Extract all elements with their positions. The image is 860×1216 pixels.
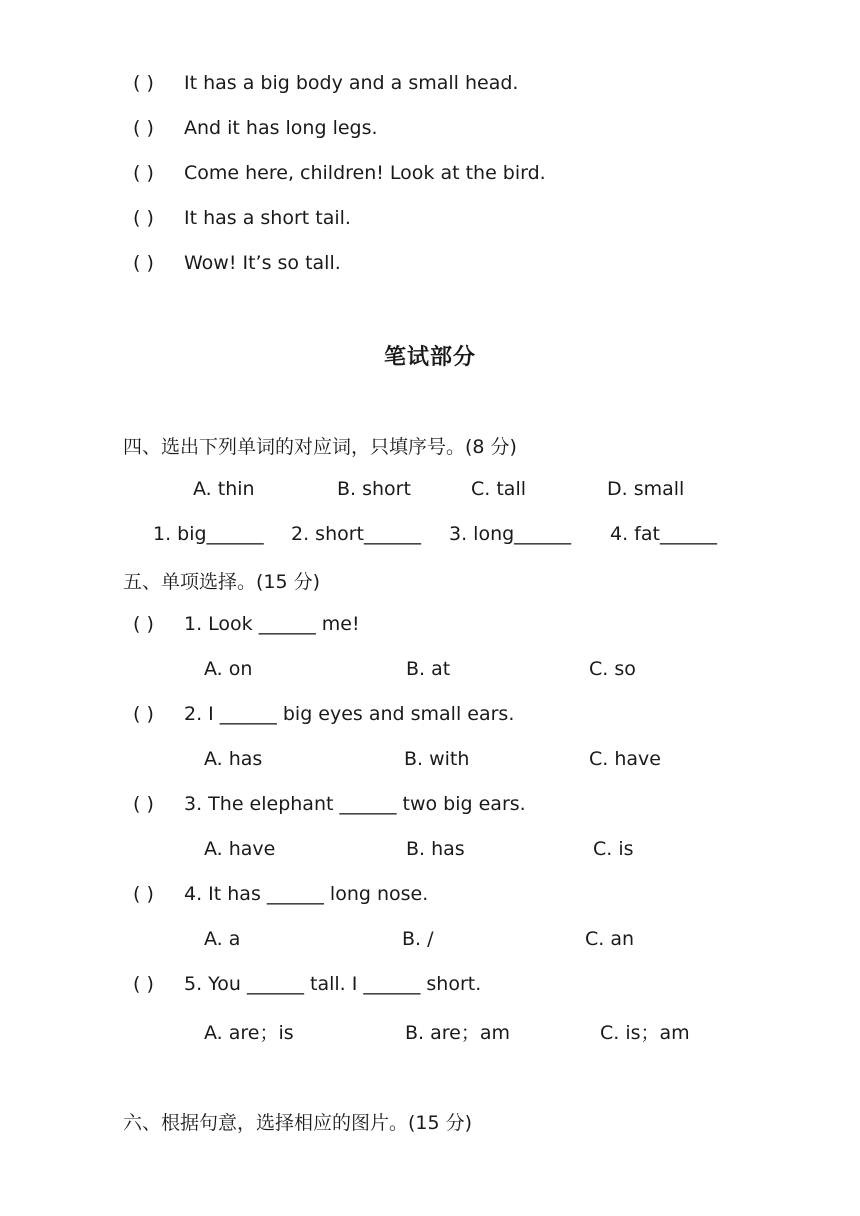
match-item[interactable]: 1. big______	[153, 523, 264, 545]
answer-paren[interactable]: ( )	[133, 973, 154, 995]
match-item[interactable]: 2. short______	[291, 523, 421, 545]
choice-b: B. at	[406, 658, 451, 680]
word-option: D. small	[607, 478, 685, 500]
answer-paren[interactable]: ( )	[133, 252, 154, 274]
answer-paren[interactable]: ( )	[133, 162, 154, 184]
choice-a: A. have	[204, 838, 276, 860]
answer-paren[interactable]: ( )	[133, 613, 154, 635]
choice-b: B. has	[406, 838, 465, 860]
dialogue-text: It has a short tail.	[184, 207, 351, 229]
match-item[interactable]: 4. fat______	[610, 523, 717, 545]
choice-c: C. is	[593, 838, 634, 860]
answer-paren[interactable]: ( )	[133, 207, 154, 229]
question-text: 1. Look ______ me!	[184, 613, 360, 635]
answer-paren[interactable]: ( )	[133, 72, 154, 94]
section4-heading: 四、选出下列单词的对应词，只填序号。(8 分)	[123, 436, 517, 458]
choice-c: C. an	[585, 928, 635, 950]
choice-b: B. /	[402, 928, 434, 950]
question-text: 2. I ______ big eyes and small ears.	[184, 703, 515, 725]
choice-b: B. with	[404, 748, 470, 770]
question-text: 5. You ______ tall. I ______ short.	[184, 973, 482, 995]
dialogue-text: Come here, children! Look at the bird.	[184, 162, 546, 184]
choice-a: A. has	[204, 748, 263, 770]
section5-heading: 五、单项选择。(15 分)	[123, 571, 321, 593]
choice-a: A. are；is	[204, 1022, 294, 1044]
answer-paren[interactable]: ( )	[133, 703, 154, 725]
dialogue-text: It has a big body and a small head.	[184, 72, 519, 94]
choice-a: A. on	[204, 658, 253, 680]
word-option: B. short	[337, 478, 411, 500]
section6-heading: 六、根据句意，选择相应的图片。(15 分)	[123, 1112, 473, 1134]
answer-paren[interactable]: ( )	[133, 883, 154, 905]
match-item[interactable]: 3. long______	[449, 523, 572, 545]
choice-c: C. is；am	[600, 1022, 690, 1044]
answer-paren[interactable]: ( )	[133, 117, 154, 139]
choice-c: C. so	[589, 658, 636, 680]
dialogue-text: Wow! It’s so tall.	[184, 252, 341, 274]
word-option: A. thin	[193, 478, 255, 500]
choice-a: A. a	[204, 928, 241, 950]
answer-paren[interactable]: ( )	[133, 793, 154, 815]
question-text: 3. The elephant ______ two big ears.	[184, 793, 526, 815]
word-option: C. tall	[471, 478, 526, 500]
choice-b: B. are；am	[405, 1022, 510, 1044]
question-text: 4. It has ______ long nose.	[184, 883, 429, 905]
dialogue-text: And it has long legs.	[184, 117, 378, 139]
section-title: 笔试部分	[383, 345, 476, 370]
choice-c: C. have	[589, 748, 661, 770]
